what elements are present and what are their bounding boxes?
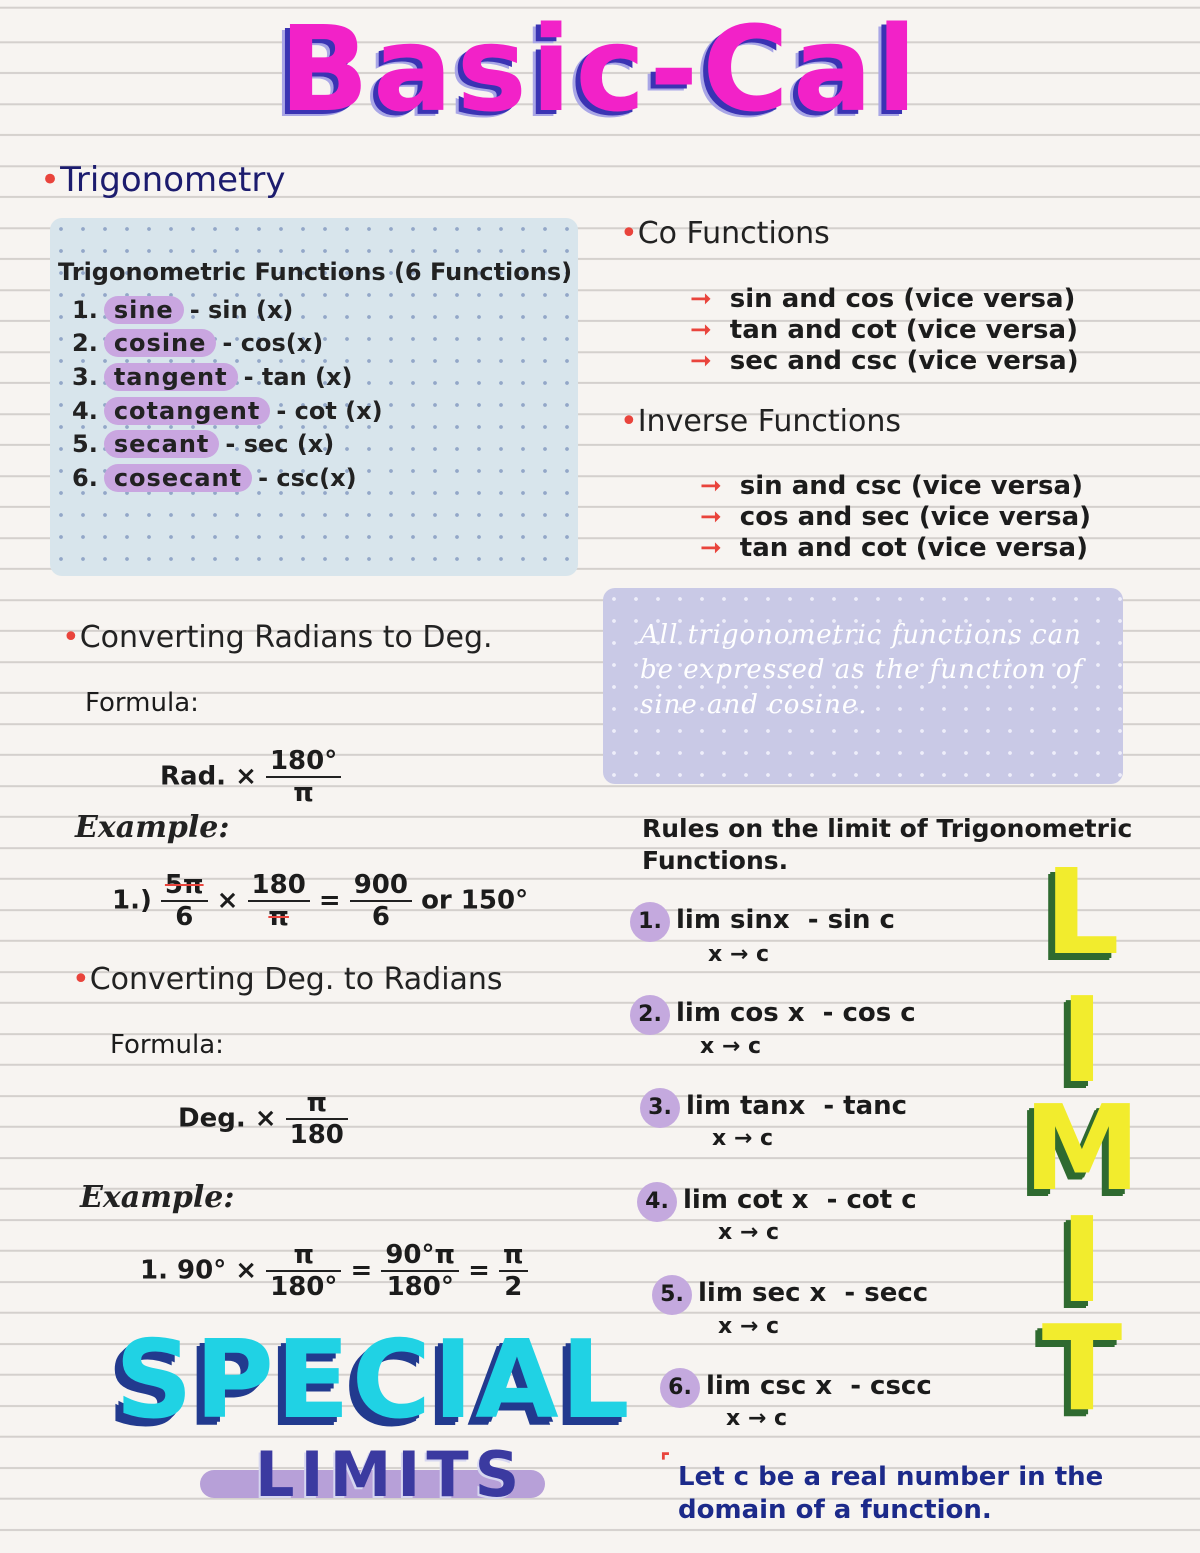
co-function-text: sec and csc (vice versa)	[729, 346, 1079, 376]
rule-expression: lim cot x	[683, 1185, 809, 1215]
example-fraction	[381, 1240, 459, 1302]
formula-fraction	[286, 1088, 348, 1150]
formula-left: Rad. ×	[160, 761, 257, 792]
example-fraction	[350, 870, 412, 932]
limit-rules-heading-line1: Rules on the limit of Trigonometric	[642, 814, 1133, 843]
inverse-function-item	[700, 533, 1088, 563]
trigonometry-heading	[40, 160, 285, 200]
example-fraction	[161, 870, 208, 932]
deg-to-rad-example	[140, 1240, 528, 1302]
function-name-highlight: sine	[104, 296, 184, 324]
inverse-function-item	[700, 471, 1083, 501]
rad-to-deg-formula	[160, 746, 341, 808]
example-label: Example:	[80, 1180, 235, 1215]
fraction-numerator: 90°π	[381, 1240, 459, 1272]
limits-title: LIMITS	[255, 1438, 526, 1511]
rule-subscript: x → c	[718, 1220, 779, 1245]
equals-sign: =	[318, 885, 341, 916]
formula-fraction	[266, 746, 341, 808]
times-sign: ×	[216, 885, 239, 916]
rule-result: - cos c	[822, 998, 916, 1028]
function-number: 2.	[72, 329, 98, 357]
function-number: 3.	[72, 363, 98, 391]
function-number: 6.	[72, 464, 98, 492]
arrow-right-icon: ➞	[690, 284, 712, 314]
fraction-denominator: 6	[371, 902, 390, 932]
co-functions-heading	[620, 216, 830, 251]
note-text: All trigonometric functions can be expressed as the function of sine and cosine.	[640, 620, 1084, 720]
function-name-highlight: secant	[104, 430, 220, 458]
rule-subscript: x → c	[700, 1034, 761, 1059]
fraction-numerator: 180°	[266, 746, 341, 778]
bullet-icon: •	[620, 216, 638, 251]
fraction-denominator: 180°	[270, 1272, 338, 1302]
function-name-highlight: cosecant	[104, 464, 252, 492]
rule-result: - cscc	[850, 1371, 932, 1401]
deg-to-rad-heading-text: Converting Deg. to Radians	[89, 962, 503, 997]
arrow-right-icon: ➞	[700, 471, 722, 501]
rule-result: - sin c	[807, 905, 895, 935]
fraction-denominator: π	[268, 902, 289, 932]
rule-number-badge: 3.	[640, 1088, 680, 1128]
fraction-numerator: π	[266, 1240, 341, 1272]
co-functions-heading-text: Co Functions	[637, 216, 830, 251]
inverse-function-text: sin and csc (vice versa)	[739, 471, 1083, 501]
rad-to-deg-heading	[62, 620, 493, 655]
limit-rule	[637, 1182, 917, 1222]
rule-subscript: x → c	[726, 1406, 787, 1431]
trig-function-row	[72, 296, 293, 324]
limit-letter: I	[1060, 1191, 1104, 1329]
function-name-highlight: cosine	[104, 329, 217, 357]
rule-number-badge: 2.	[630, 995, 670, 1035]
formula-label: Formula:	[85, 688, 199, 718]
rule-result: - cot c	[826, 1185, 917, 1215]
example-result: or 150°	[421, 885, 529, 916]
example-fraction	[248, 870, 310, 932]
limit-rule	[660, 1368, 932, 1408]
rule-subscript: x → c	[712, 1126, 773, 1151]
rad-to-deg-heading-text: Converting Radians to Deg.	[79, 620, 493, 655]
rule-number-badge: 1.	[630, 902, 670, 942]
deg-to-rad-heading	[72, 962, 503, 997]
arrow-right-icon: ➞	[690, 346, 712, 376]
trigonometry-heading-text: Trigonometry	[60, 160, 286, 200]
rule-subscript: x → c	[708, 942, 769, 967]
footnote-line2: domain of a function.	[678, 1495, 992, 1525]
formula-label: Formula:	[110, 1030, 224, 1060]
function-abbr: - sec (x)	[225, 430, 335, 458]
inverse-functions-heading-text: Inverse Functions	[637, 404, 901, 439]
footnote-line1: Let c be a real number in the	[678, 1462, 1104, 1492]
rule-expression: lim sinx	[676, 905, 790, 935]
example-fraction	[499, 1240, 528, 1302]
limit-rule	[630, 995, 916, 1035]
function-abbr: - sin (x)	[189, 296, 294, 324]
co-function-text: tan and cot (vice versa)	[729, 315, 1078, 345]
fraction-denominator: 180	[289, 1120, 344, 1150]
co-function-item	[690, 284, 1075, 314]
fraction-numerator: 5π	[161, 870, 208, 902]
inverse-functions-heading	[620, 404, 901, 439]
co-function-item	[690, 346, 1079, 376]
bullet-icon: •	[62, 620, 80, 655]
co-function-item	[690, 315, 1078, 345]
rule-number-badge: 4.	[637, 1182, 677, 1222]
function-abbr: - csc(x)	[258, 464, 357, 492]
limit-letter: T	[1041, 1299, 1123, 1437]
inverse-function-item	[700, 502, 1091, 532]
limit-rule	[652, 1275, 928, 1315]
times-sign: ×	[235, 1255, 258, 1286]
function-name-highlight: tangent	[104, 363, 238, 391]
fraction-numerator: π	[499, 1240, 528, 1272]
limit-letter: I	[1060, 971, 1104, 1109]
bullet-icon: •	[72, 962, 90, 997]
trig-function-row	[72, 464, 357, 492]
fraction-numerator: 180	[248, 870, 310, 902]
example-fraction	[266, 1240, 341, 1302]
special-title: SPECIAL	[115, 1318, 632, 1443]
fraction-numerator: π	[286, 1088, 348, 1120]
example-start: 1. 90°	[140, 1255, 227, 1286]
function-abbr: - cos(x)	[222, 329, 324, 357]
trig-function-row	[72, 329, 323, 357]
function-name-highlight: cotangent	[104, 397, 270, 425]
fraction-denominator: 180°	[386, 1272, 454, 1302]
rule-expression: lim tanx	[686, 1091, 806, 1121]
function-abbr: - cot (x)	[276, 397, 383, 425]
function-number: 5.	[72, 430, 98, 458]
equals-sign: =	[350, 1255, 373, 1286]
arrow-right-icon: ➞	[700, 502, 722, 532]
formula-left: Deg. ×	[178, 1103, 277, 1134]
rule-expression: lim cos x	[676, 998, 805, 1028]
function-number: 4.	[72, 397, 98, 425]
bullet-icon: •	[40, 160, 61, 200]
trig-function-row	[72, 363, 352, 391]
example-index: 1.)	[112, 885, 152, 916]
rule-number-badge: 5.	[652, 1275, 692, 1315]
fraction-denominator: 6	[175, 902, 194, 932]
deg-to-rad-formula	[178, 1088, 348, 1150]
trig-functions-title: Trigonometric Functions (6 Functions)	[58, 258, 573, 286]
rule-result: - secc	[844, 1278, 929, 1308]
rule-number-badge: 6.	[660, 1368, 700, 1408]
arrow-right-icon: ➞	[690, 315, 712, 345]
corner-bracket-icon: ⌜	[660, 1450, 671, 1475]
limit-rule	[630, 902, 895, 942]
co-function-text: sin and cos (vice versa)	[729, 284, 1076, 314]
page-title: Basic-Cal	[279, 0, 921, 138]
trig-function-row	[72, 397, 383, 425]
arrow-right-icon: ➞	[700, 533, 722, 563]
rad-to-deg-example	[112, 870, 528, 932]
inverse-function-text: tan and cot (vice versa)	[739, 533, 1088, 563]
rule-result: - tanc	[823, 1091, 908, 1121]
limit-letter: L	[1044, 843, 1120, 981]
equals-sign: =	[468, 1255, 490, 1286]
limit-rule	[640, 1088, 907, 1128]
rule-expression: lim csc x	[706, 1371, 833, 1401]
example-label: Example:	[75, 810, 230, 845]
limit-letter: M	[1023, 1079, 1141, 1217]
fraction-denominator: 2	[504, 1272, 523, 1302]
trig-function-row	[72, 430, 334, 458]
function-abbr: - tan (x)	[243, 363, 353, 391]
rule-expression: lim sec x	[698, 1278, 827, 1308]
limit-rules-heading-line2: Functions.	[642, 846, 789, 875]
rule-subscript: x → c	[718, 1314, 779, 1339]
fraction-numerator: 900	[350, 870, 412, 902]
inverse-function-text: cos and sec (vice versa)	[739, 502, 1092, 532]
fraction-denominator: π	[293, 778, 314, 808]
bullet-icon: •	[620, 404, 638, 439]
function-number: 1.	[72, 296, 98, 324]
